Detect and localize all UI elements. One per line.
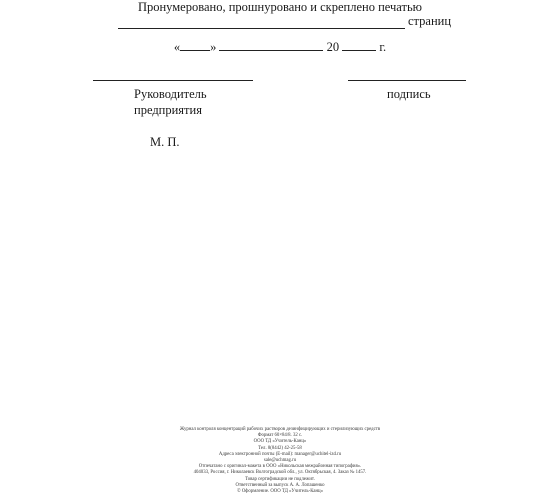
certification-title: Пронумеровано, прошнуровано и скреплено печатью — [137, 0, 423, 14]
date-open-quote: « — [173, 40, 181, 54]
manager-label-line2: предприятия — [134, 103, 202, 117]
date-row — [0, 39, 560, 54]
pages-label: страниц — [408, 14, 452, 28]
signature-label: подпись — [387, 87, 431, 101]
imprint-line: Формат 60×84/8. 32 с. — [257, 433, 303, 439]
imprint-line: Отпечатано с оригинал-макета в ООО «Никольская межрайонная типография». — [198, 464, 362, 470]
imprint-line: 404033, Россия, г. Николаевск Волгоградской обл., ул. Октябрьская, 4. Заказ № 1457. — [193, 470, 367, 476]
imprint-line: Товар сертификации не подлежит. — [245, 476, 315, 482]
stamp-label: М. П. — [150, 135, 180, 149]
date-close-quote: » — [210, 40, 217, 54]
page-count-blank — [118, 12, 405, 29]
imprint-line: Тел. 8(8442) 42-25-58 — [258, 445, 302, 451]
month-blank — [219, 39, 323, 51]
day-blank — [180, 39, 210, 51]
year-suffix: г. — [379, 40, 387, 54]
imprint-line: © Оформление. ООО ТД «Учитель-Канц» — [236, 489, 324, 495]
imprint-line: ООО ТД «Учитель-Канц» — [253, 439, 307, 445]
year-blank — [342, 39, 376, 51]
imprint-line: Адреса электронной почты (E-mail): manager@uchitel-izd.ru — [218, 451, 342, 457]
manager-label-line1: Руководитель — [134, 87, 207, 101]
signature-line — [348, 66, 466, 81]
manager-label — [134, 86, 207, 118]
manager-signature-line — [93, 66, 253, 81]
imprint-line: Журнал контроля концентраций рабочих растворов дезинфицирующих и стерилизующих средств — [179, 427, 381, 432]
imprint-line: Ответственный за выпуск А. А. Лопашенко — [235, 482, 325, 488]
year-century: 20 — [326, 40, 340, 54]
imprint-line: sale@uchmag.ru — [263, 458, 297, 464]
publisher-imprint — [0, 427, 560, 495]
